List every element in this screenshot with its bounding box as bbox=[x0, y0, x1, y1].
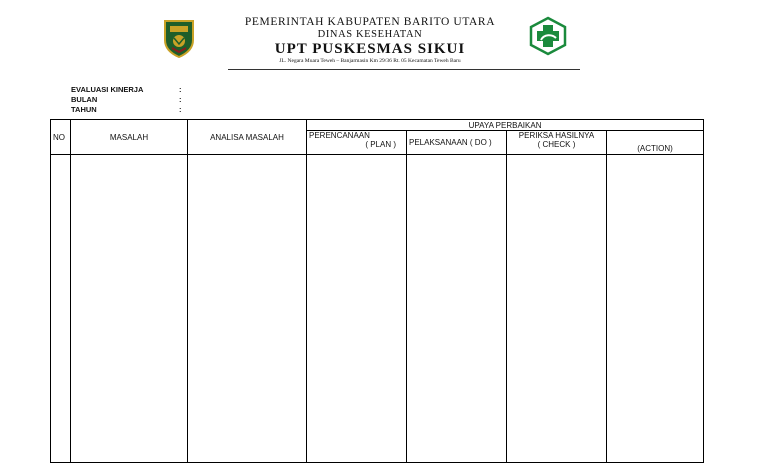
table-row bbox=[51, 155, 704, 463]
cell-check[interactable] bbox=[507, 155, 607, 463]
meta-separator: : bbox=[179, 95, 182, 104]
col-header-check bbox=[507, 131, 607, 155]
cell-action[interactable] bbox=[607, 155, 704, 463]
government-name: PEMERINTAH KABUPATEN BARITO UTARA bbox=[244, 16, 496, 28]
check-sub-label: ( CHECK ) bbox=[537, 140, 576, 149]
address-line: JL. Negara Muara Teweh – Banjarmasin Km 29/36 Rt. 05 Kecamatan Teweh Baru bbox=[279, 58, 461, 64]
evaluation-meta bbox=[71, 85, 182, 115]
col-header-do: PELAKSANAAN ( DO ) bbox=[407, 131, 507, 155]
plan-sub-label: ( PLAN ) bbox=[365, 140, 396, 149]
health-cross-icon bbox=[528, 16, 568, 56]
cell-analisa[interactable] bbox=[188, 155, 307, 463]
meta-row-bulan bbox=[71, 95, 182, 105]
meta-label: TAHUN bbox=[71, 105, 97, 114]
col-header-masalah: MASALAH bbox=[71, 120, 188, 155]
col-header-analisa: ANALISA MASALAH bbox=[188, 120, 307, 155]
evaluation-table bbox=[50, 119, 704, 463]
meta-label: EVALUASI KINERJA bbox=[71, 85, 144, 94]
plan-label: PERENCANAAN bbox=[309, 131, 370, 140]
cell-masalah[interactable] bbox=[71, 155, 188, 463]
col-header-upaya-perbaikan: UPAYA PERBAIKAN bbox=[307, 120, 704, 131]
meta-separator: : bbox=[179, 105, 182, 114]
col-header-no: NO bbox=[51, 120, 71, 155]
meta-row-tahun bbox=[71, 105, 182, 115]
letterhead bbox=[220, 16, 520, 65]
institution-name: UPT PUSKESMAS SIKUI bbox=[274, 41, 466, 57]
cell-no[interactable] bbox=[51, 155, 71, 463]
col-header-plan bbox=[307, 131, 407, 155]
letterhead-divider bbox=[228, 69, 580, 70]
check-label: PERIKSA HASILNYA bbox=[518, 131, 595, 140]
regency-crest-icon bbox=[162, 18, 196, 58]
department-name: DINAS KESEHATAN bbox=[317, 29, 423, 40]
meta-label: BULAN bbox=[71, 95, 98, 104]
cell-do[interactable] bbox=[407, 155, 507, 463]
cell-plan[interactable] bbox=[307, 155, 407, 463]
meta-row-evaluasi bbox=[71, 85, 182, 95]
meta-separator: : bbox=[179, 85, 182, 94]
col-header-action: (ACTION) bbox=[607, 131, 704, 155]
